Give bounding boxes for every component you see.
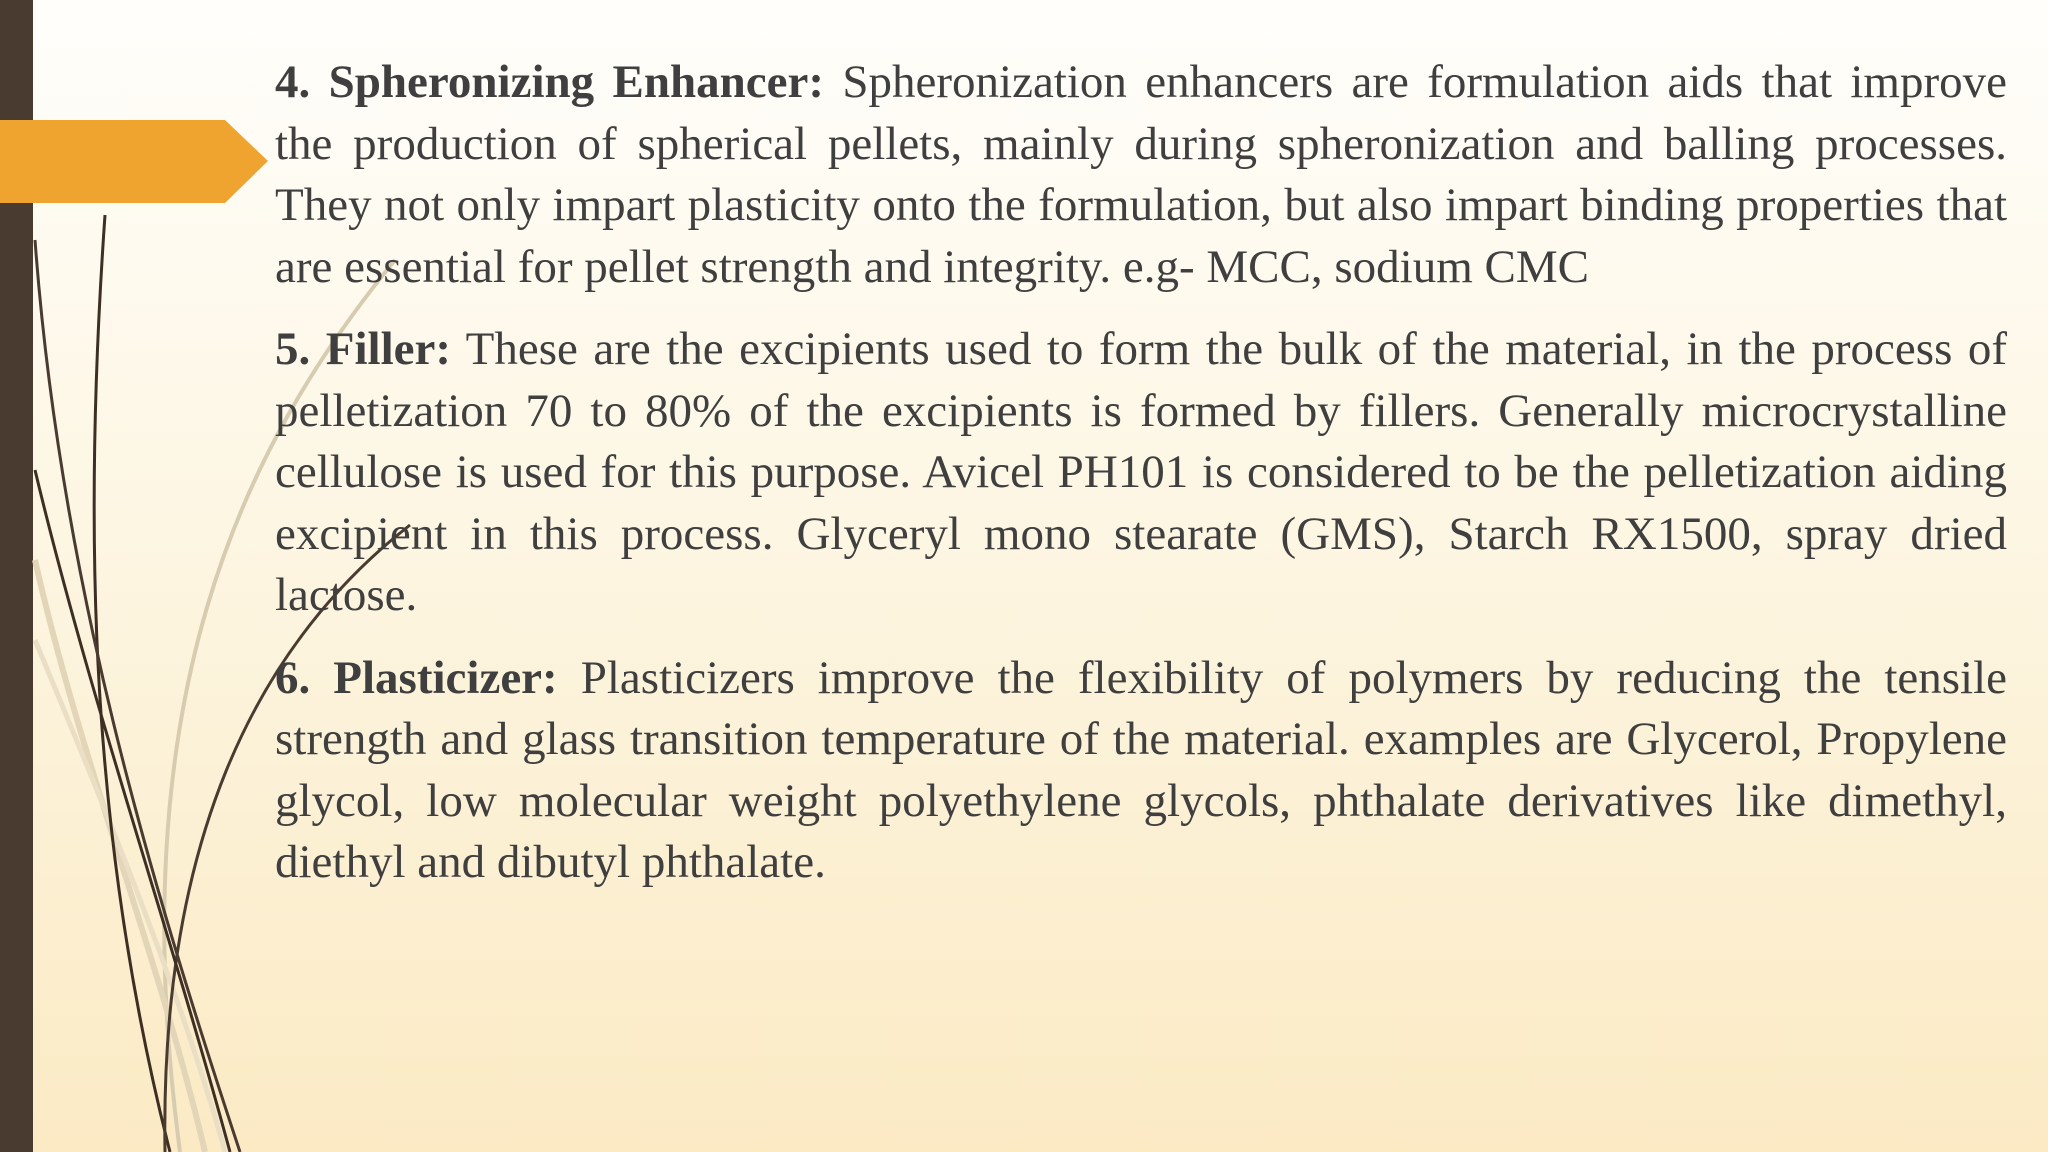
paragraph-spheronizing-enhancer: [275, 52, 2007, 298]
slide-body: [275, 52, 2007, 915]
definition-plasticizer: Plasticizers improve the flexibility of polymers by reducing the tensile strength and glass transition temperature of the material. examples are Glycerol, Propylene glycol, low molecular weight polyethylene glycols, phthalate derivatives like dimethyl, diethyl and dibutyl phthalate.: [275, 651, 2008, 888]
light-stem-line-2: [35, 560, 205, 1152]
term-spheronizing-enhancer: 4. Spheronizing Enhancer:: [275, 56, 825, 108]
dark-stem-line-4: [35, 470, 230, 1152]
term-filler: 5. Filler:: [275, 323, 451, 375]
paragraph-filler: [275, 319, 2007, 627]
dark-stem-line-3: [35, 240, 240, 1152]
term-plasticizer: 6. Plasticizer:: [275, 651, 558, 704]
definition-filler: These are the excipients used to form the bulk of the material, in the process of pelletization 70 to 80% of the excipients is formed by fillers. Generally microcrystalline cellulose is used for this purpose. Avicel PH101 is considered to be the pelletization aiding excipient in this process. Glyceryl mono stearate (GMS), Starch RX1500, spray dried lactose.: [275, 323, 2007, 621]
definition-spheronizing-enhancer: Spheronization enhancers are formulation aids that improve the production of spherical pellets, mainly during spheronization and balling processes. They not only impart plasticity onto the formulation, but also impart binding properties that are essential for pellet strength and integrity. e.g- MCC, sodium CMC: [275, 56, 2008, 293]
orange-arrow-tab: [0, 120, 268, 203]
paragraph-plasticizer: [275, 648, 2007, 894]
